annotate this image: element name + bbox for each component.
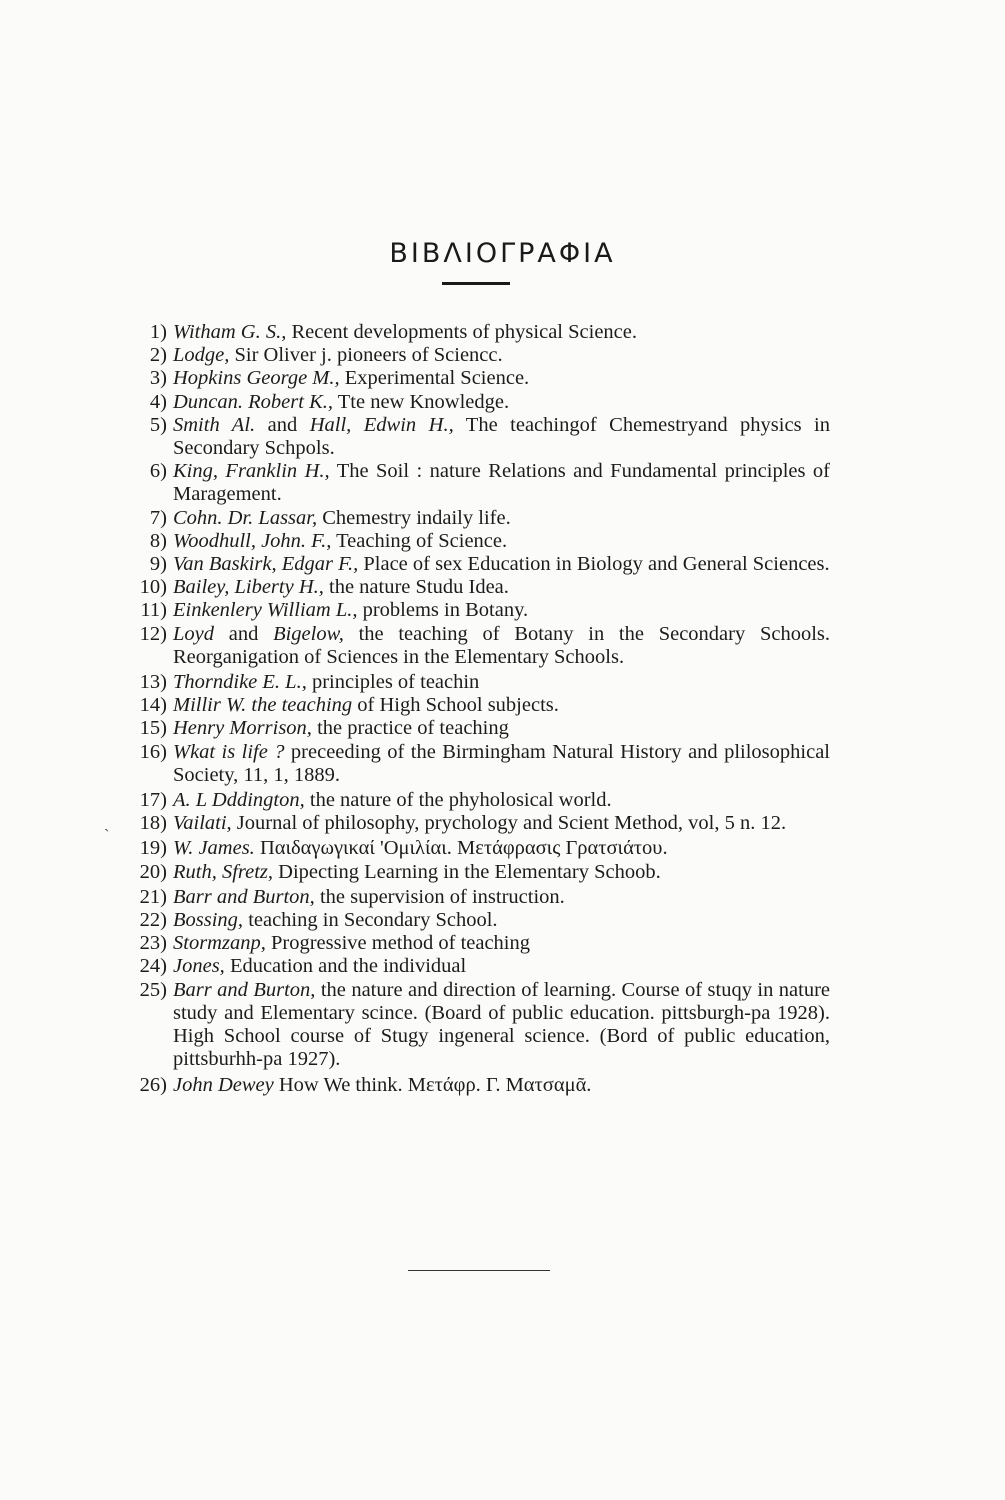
list-item: [110, 367, 830, 390]
list-item: [110, 694, 830, 717]
entry-text-2: the teaching of Botany in the Secondary Schools. Reorganigation of Sciences in the Elementary Schools.: [173, 622, 830, 668]
list-item: [110, 391, 830, 414]
entry-text: the practice of teaching: [311, 717, 509, 740]
entry-author-2: Bigelow,: [273, 622, 344, 645]
entry-text: the nature of the phyholosical world.: [304, 789, 612, 812]
entry-author: W. James.: [173, 837, 255, 860]
list-item: [110, 321, 830, 344]
list-item: [110, 837, 830, 860]
entry-text: teaching in Secondary School.: [243, 909, 498, 932]
entry-number: 2): [149, 344, 167, 367]
entry-author: Cohn. Dr. Lassar,: [173, 506, 318, 529]
list-item: [104, 812, 830, 835]
entry-author: Van Baskirk, Edgar F.,: [173, 553, 359, 576]
entry-author: Bossing,: [173, 909, 244, 932]
list-item: [110, 955, 830, 978]
entry-author: Einkenlery William L.,: [173, 599, 358, 622]
entry-author: Woodhull, John. F.,: [173, 529, 332, 552]
entry-number: 10): [139, 576, 167, 599]
list-item: [110, 909, 830, 932]
list-item: [110, 789, 830, 812]
entry-number: 17): [139, 789, 167, 812]
list-item: [110, 576, 830, 599]
entry-number: 1): [149, 321, 167, 343]
entry-text: Journal of philosophy, prychology and Scient Method, vol, 5 n. 12.: [231, 812, 787, 835]
entry-author: Thorndike E. L.,: [173, 671, 307, 694]
entry-author: Duncan. Robert K.,: [173, 390, 333, 413]
entry-text: Tte new Knowledge.: [333, 390, 510, 413]
entry-author: Wkat is life ?: [173, 740, 285, 763]
entry-number: 11): [140, 599, 167, 622]
list-item: [110, 599, 830, 622]
entry-author: Millir W. the teaching: [173, 694, 353, 717]
bibliography-list: [104, 321, 830, 1097]
entry-text: The Soil : nature Relations and Fundamental principles of Maragement.: [173, 460, 830, 506]
entry-author: Hopkins George M.,: [173, 367, 340, 390]
entry-author: Ruth, Sfretz,: [173, 860, 274, 883]
entry-author: Jones,: [173, 955, 225, 978]
entry-text: Dipecting Learning in the Elementary Schoob.: [273, 860, 661, 883]
entry-number: 8): [149, 529, 167, 552]
entry-number: 12): [139, 622, 167, 645]
list-item: [110, 886, 830, 909]
entry-text: Progressive method of teaching: [265, 932, 531, 955]
list-item: [110, 741, 830, 787]
entry-text: problems in Botany.: [357, 599, 529, 622]
margin-mark: ˏ: [104, 815, 110, 833]
entry-text-2: The teachingof Chemestryand physics in Secondary Schpols.: [173, 413, 830, 460]
list-item: [110, 414, 830, 460]
entry-author: Stormzanp,: [173, 932, 266, 955]
entry-author: Witham G. S.,: [173, 321, 287, 343]
entry-number: 7): [149, 506, 167, 529]
entry-text: preceeding of the Birmingham Natural History and plilosophical Society, 11, 1, 1889.: [173, 740, 830, 786]
entry-text: the nature Studu Idea.: [323, 576, 509, 599]
entry-number: 6): [149, 460, 167, 483]
entry-number: 23): [139, 932, 167, 955]
list-item: [110, 671, 830, 694]
list-item: [110, 507, 830, 530]
entry-number: 13): [139, 671, 167, 694]
list-item: [110, 861, 830, 884]
entry-text: Sir Oliver j. pioneers of Sciencc.: [229, 344, 503, 367]
entry-author: Lodge,: [173, 344, 230, 367]
entry-author: A. L Dddington,: [173, 789, 305, 812]
entry-text: and: [214, 622, 274, 645]
entry-number: 20): [139, 860, 167, 883]
entry-number: 14): [139, 694, 167, 717]
list-item: [110, 932, 830, 955]
entry-number: 24): [139, 955, 167, 978]
entry-number: 18): [139, 812, 167, 835]
entry-text: the nature and direction of learning. Course of stuqy in nature study and Elementary scince. (Board of public education. pittsburgh-pa 1928). High School course of Stugy ingeneral science. (Bord of public education, pittsburhh-pa 1927).: [173, 978, 830, 1071]
list-item: [110, 979, 830, 1072]
list-item: [110, 717, 830, 740]
entry-number: 15): [139, 717, 167, 740]
entry-number: 4): [149, 390, 167, 413]
list-item: [110, 344, 830, 367]
entry-author: John Dewey: [173, 1073, 274, 1096]
entry-text: Παιδαγωγικαί 'Ομιλίαι. Μετάφρασις Γρατσιάτου.: [254, 837, 668, 860]
entry-number: 9): [149, 553, 167, 576]
entry-text: and: [255, 413, 310, 436]
entry-author-2: Hall, Edwin H.,: [309, 413, 454, 436]
entry-author: King, Franklin H.,: [173, 460, 330, 483]
entry-author: Smith Al.: [173, 413, 256, 436]
entry-number: 25): [139, 978, 167, 1001]
entry-author: Vailati,: [173, 812, 232, 835]
entry-text: Place of sex Education in Biology and General Sciences.: [358, 553, 830, 576]
entry-text: principles of teachin: [306, 671, 480, 694]
entry-text: Experimental Science.: [339, 367, 530, 390]
entry-number: 19): [139, 837, 167, 860]
page-title: ΒΙΒΛΙΟΓΡΑΦΙΑ: [389, 238, 616, 269]
list-item: [110, 553, 830, 576]
end-rule: [408, 1270, 550, 1271]
entry-text: the supervision of instruction.: [314, 885, 565, 908]
entry-author: Bailey, Liberty H.,: [173, 576, 324, 599]
entry-number: 21): [139, 885, 167, 908]
list-item: [110, 1074, 830, 1097]
list-item: [110, 623, 830, 669]
entry-text: Teaching of Science.: [331, 529, 508, 552]
entry-author: Barr and Burton,: [173, 885, 315, 908]
entry-number: 3): [149, 367, 167, 390]
title-underline: [442, 282, 510, 285]
entry-number: 5): [149, 413, 167, 436]
entry-text: Education and the individual: [224, 955, 467, 978]
entry-text: Recent developments of physical Science.: [286, 321, 637, 343]
entry-number: 22): [139, 909, 167, 932]
entry-author: Henry Morrison,: [173, 717, 312, 740]
list-item: [110, 460, 830, 506]
list-item: [110, 530, 830, 553]
entry-author: Barr and Burton,: [173, 978, 316, 1001]
entry-text: How We think. Μετάφρ. Γ. Ματσαμᾶ.: [273, 1073, 592, 1096]
entry-author: Loyd: [173, 622, 214, 645]
entry-text: of High School subjects.: [352, 694, 559, 717]
entry-number: 26): [139, 1073, 167, 1096]
entry-number: 16): [139, 740, 167, 763]
entry-text: Chemestry indaily life.: [317, 506, 511, 529]
